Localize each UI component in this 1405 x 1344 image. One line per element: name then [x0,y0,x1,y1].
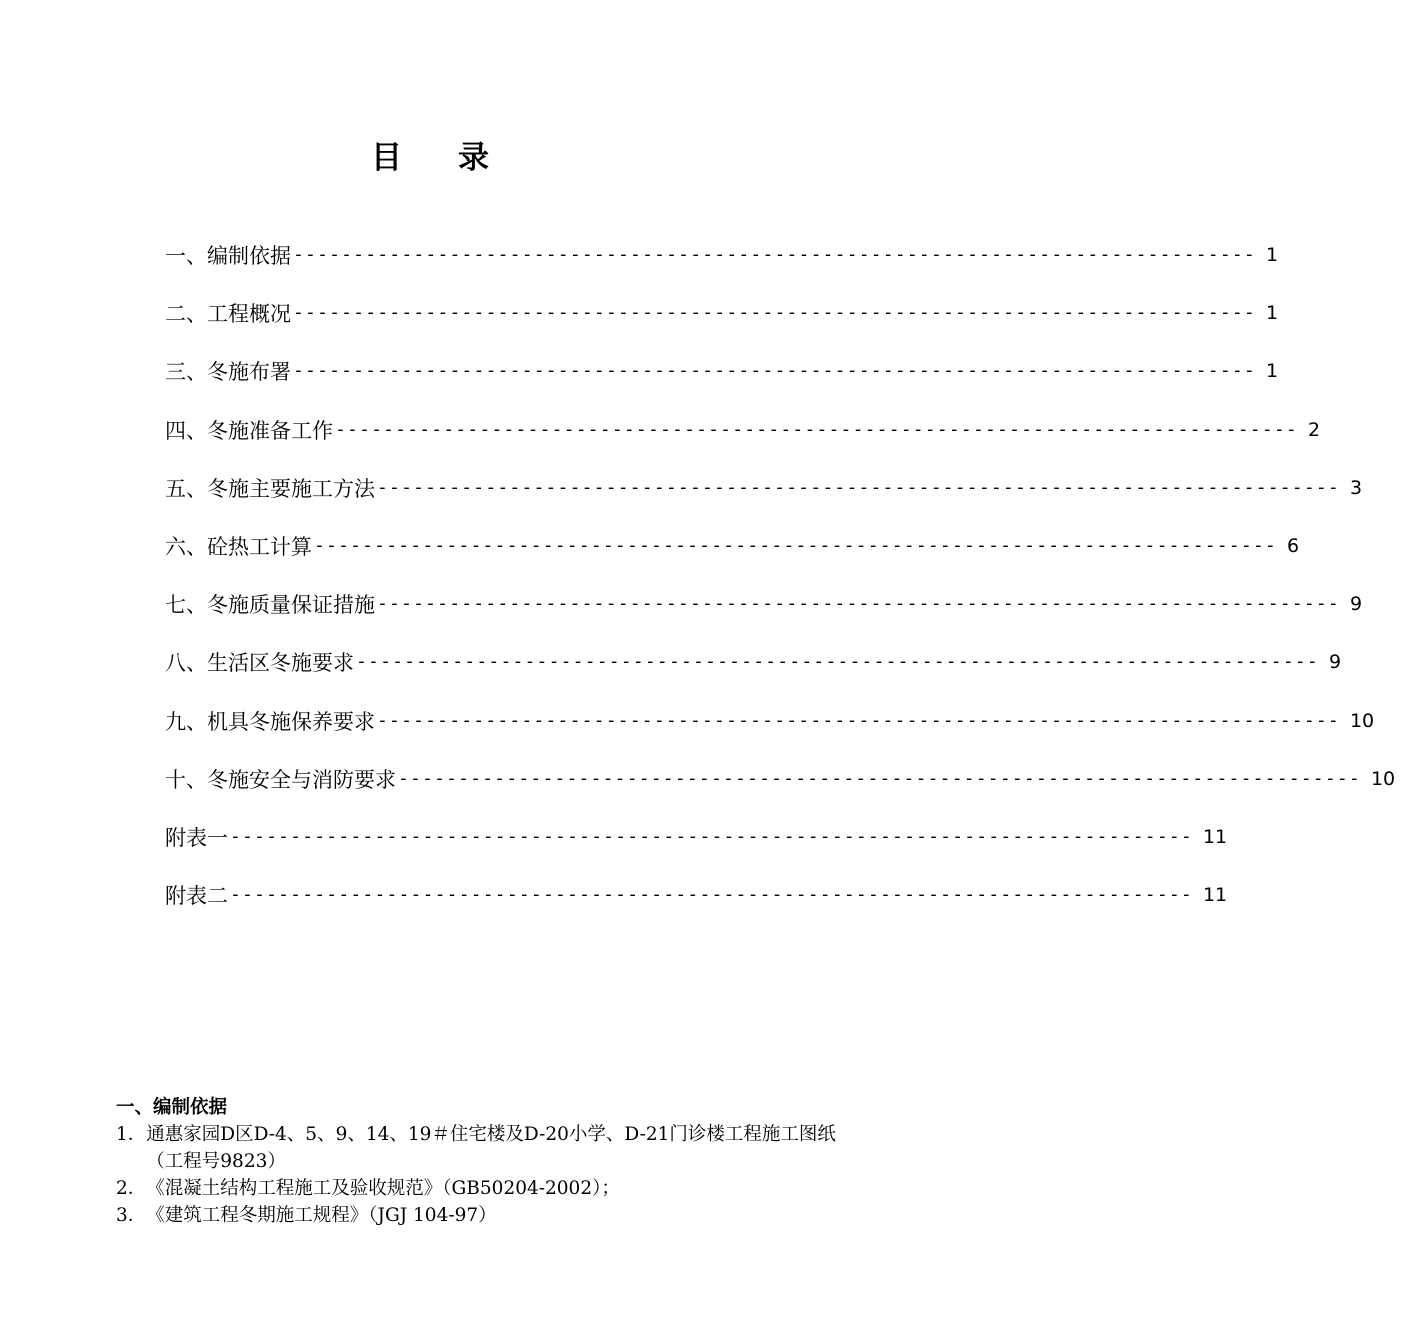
toc-entry-label: 二、工程概况 [165,302,291,327]
toc-entry-label: 五、冬施主要施工方法 [165,476,375,501]
list-item-text: 《建筑工程冬期施工规程》（JGJ 104-97） [146,1205,497,1226]
toc-entry-label: 附表二 [165,884,228,909]
toc-dash-leader: -------------------------------------------------------------------------------- [293,302,1256,324]
toc-entry[interactable] [165,866,1228,924]
toc-entry[interactable] [165,342,1279,400]
toc-entry[interactable] [165,226,1279,284]
toc-entry-page: 11 [1202,825,1228,848]
toc-entry-label: 九、机具冬施保养要求 [165,709,375,734]
toc-entry[interactable] [165,750,1396,808]
toc-entry-label: 八、生活区冬施要求 [165,651,354,676]
list-item [116,1202,856,1229]
toc-entry[interactable] [165,633,1342,691]
toc-entry[interactable] [165,808,1228,866]
toc-entry-label: 七、冬施质量保证措施 [165,593,375,618]
toc-dash-leader: -------------------------------------------------------------------------------- [230,884,1193,906]
toc-entry-page: 1 [1265,302,1279,325]
toc-dash-leader: -------------------------------------------------------------------------------- [356,651,1319,673]
toc-entry-page: 6 [1286,535,1300,558]
toc-title-char-1: 目 [371,140,402,176]
basis-list [116,1121,856,1229]
toc-dash-leader: -------------------------------------------------------------------------------- [377,476,1340,498]
toc-title-char-2: 录 [458,140,489,176]
toc-dash-leader: -------------------------------------------------------------------------------- [398,767,1361,789]
toc-entry-page: 1 [1265,244,1279,267]
toc-entry[interactable] [165,284,1279,342]
section-heading: 一、编制依据 [116,1097,228,1118]
toc-entry[interactable] [165,459,1363,517]
toc-entry[interactable] [165,692,1375,750]
toc-entry-label: 六、砼热工计算 [165,535,312,560]
list-item-text: 通惠家园D区D-4、5、9、14、19＃住宅楼及D-20小学、D-21门诊楼工程施工图纸（工程号9823） [146,1124,836,1172]
list-item [116,1121,856,1175]
list-item-number: 3． [116,1205,147,1226]
toc-entry-label: 十、冬施安全与消防要求 [165,767,396,792]
list-item-text: 《混凝土结构工程施工及验收规范》（GB50204-2002）； [146,1178,620,1199]
toc-entry-page: 11 [1202,884,1228,907]
list-item [116,1175,856,1202]
toc-list [165,226,1396,924]
toc-dash-leader: -------------------------------------------------------------------------------- [314,535,1277,557]
section-compilation-basis [116,1094,856,1229]
toc-title [0,136,860,180]
toc-entry-page: 3 [1349,476,1363,499]
toc-entry[interactable] [165,517,1300,575]
toc-entry-label: 一、编制依据 [165,244,291,269]
toc-dash-leader: -------------------------------------------------------------------------------- [335,418,1298,440]
toc-entry-label: 四、冬施准备工作 [165,418,333,443]
toc-entry-label: 附表一 [165,825,228,850]
toc-dash-leader: -------------------------------------------------------------------------------- [230,825,1193,847]
toc-entry-page: 9 [1349,593,1363,616]
toc-entry-page: 10 [1349,709,1375,732]
toc-entry-label: 三、冬施布署 [165,360,291,385]
toc-entry-page: 1 [1265,360,1279,383]
toc-entry-page: 10 [1370,767,1396,790]
toc-entry-page: 9 [1328,651,1342,674]
toc-dash-leader: -------------------------------------------------------------------------------- [377,709,1340,731]
toc-dash-leader: -------------------------------------------------------------------------------- [293,360,1256,382]
list-item-number: 2． [116,1178,147,1199]
toc-dash-leader: -------------------------------------------------------------------------------- [377,593,1340,615]
toc-entry[interactable] [165,575,1363,633]
toc-dash-leader: -------------------------------------------------------------------------------- [293,244,1256,266]
list-item-number: 1． [116,1124,147,1145]
toc-entry-page: 2 [1307,418,1321,441]
toc-entry[interactable] [165,401,1321,459]
